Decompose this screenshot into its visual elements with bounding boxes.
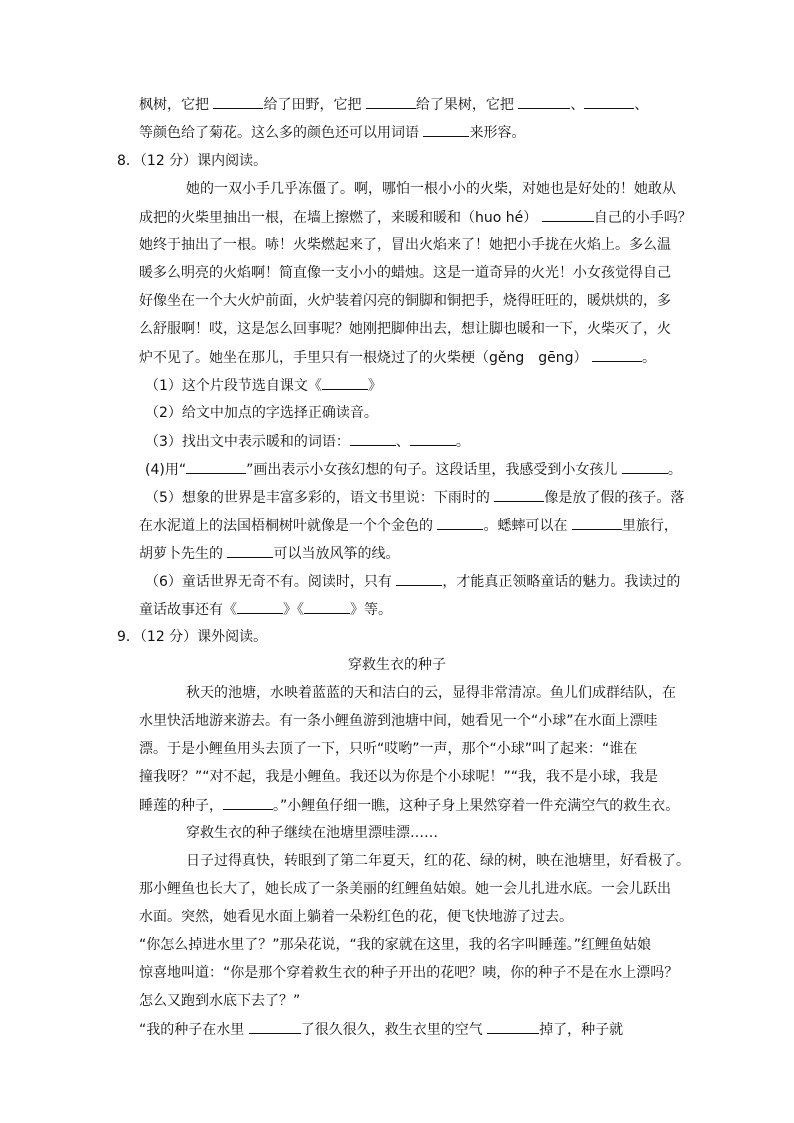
answer-blank[interactable] [223,795,273,810]
text-line: 童话故事还有《 》《 》等。 [139,599,679,620]
answer-blank[interactable] [237,599,283,614]
story-line: 秋天的池塘，水映着蓝蓝的天和洁白的云，显得非常清凉。鱼儿们成群结队，在 [186,685,676,701]
story-line: 睡莲的种子， 。”小鲤鱼仔细一瞧，这种子身上果然穿着一件充满空气的救生衣。 [139,795,679,816]
answer-blank[interactable] [249,1019,301,1034]
answer-blank[interactable] [584,94,634,109]
sub-question: （6）童话世界无奇不有。阅读时，只有 ，才能真正领略童话的魅力。我读过的 [145,571,685,592]
answer-blank[interactable] [227,543,273,558]
sub-question: （2）给文中加点的字选择正确读音。 [145,405,378,421]
answer-blank[interactable] [487,1019,539,1034]
story-title: 穿救生衣的种子 [348,657,446,673]
answer-blank[interactable] [542,207,594,222]
sub-question: （3）找出文中表示暖和的词语： 、 。 [145,431,685,452]
passage-line: 暖多么明亮的火焰啊！简直像一支小小的蜡烛。这是一道奇异的火光！小女孩觉得自己 [139,265,671,281]
answer-blank[interactable] [494,487,544,502]
answer-blank[interactable] [304,599,350,614]
passage-line: 她的一双小手几乎冻僵了。啊，哪怕一根小小的火柴，对她也是好处的！她敢从 [186,181,676,197]
answer-blank[interactable] [322,375,368,390]
answer-blank[interactable] [213,94,263,109]
answer-blank[interactable] [572,515,622,530]
story-line: 穿救生衣的种子继续在池塘里漂哇漂…… [186,825,438,841]
text-line: 等颜色给了菊花。这么多的颜色还可以用词语 来形容。 [139,122,679,143]
passage-line: 她终于抽出了一根。哧！火柴燃起来了，冒出火焰来了！她把小手拢在火焰上。多么温 [139,237,671,253]
story-line: 那小鲤鱼也长大了，她长成了一条美丽的红鲤鱼姑娘。她一会儿扎进水底。一会儿跃出 [139,881,671,897]
story-line: “你怎么掉进水里了？”那朵花说，“我的家就在这里，我的名字叫睡莲。”红鲤鱼姑娘 [139,937,652,953]
sub-question: (4)用“ ”画出表示小女孩幻想的句子。这段话里，我感受到小女孩儿 。 [145,459,685,480]
answer-blank[interactable] [423,122,469,137]
answer-blank[interactable] [366,94,416,109]
answer-blank[interactable] [622,459,668,474]
passage-line: 成把的火柴里抽出一根，在墙上擦燃了，来暖和暖和（huo hé） 自己的小手吗？ [139,207,679,228]
answer-blank[interactable] [396,571,442,586]
question-heading: 8．（12 分）课内阅读。 [117,153,268,169]
answer-blank[interactable] [592,347,642,362]
passage-line: 炉不见了。她坐在那儿，手里只有一根烧过了的火柴梗（gěng gēng） 。 [139,347,679,368]
story-line: 漂。于是小鲤鱼用头去顶了一下，只听“哎哟”一声，那个“小球”叫了起来：“谁在 [139,741,638,757]
answer-blank[interactable] [410,431,456,446]
answer-blank[interactable] [518,94,570,109]
answer-blank[interactable] [186,459,246,474]
story-line: 水里快活地游来游去。有一条小鲤鱼游到池塘中间，她看见一个“小球”在水面上漂哇 [139,713,658,729]
sub-question: （1）这个片段节选自课文《 》 [145,375,685,396]
text-line: 在水泥道上的法国梧桐树叶就像是一个个金色的 。蟋蟀可以在 里旅行， [139,515,679,536]
answer-blank[interactable] [437,515,483,530]
story-line: 日子过得真快，转眼到了第二年夏天，红的花、绿的树，映在池塘里，好看极了。 [186,853,690,869]
story-line: 怎么又跑到水底下去了？” [139,993,301,1009]
story-line: 惊喜地叫道：“你是那个穿着救生衣的种子开出的花吧？咦，你的种子不是在水上漂吗？ [139,965,679,981]
passage-line: 好像坐在一个大火炉前面，火炉装着闪亮的铜脚和铜把手，烧得旺旺的，暖烘烘的，多 [139,293,671,309]
question-heading: 9．（12 分）课外阅读。 [117,629,268,645]
text-line: 胡萝卜先生的 可以当放风筝的线。 [139,543,679,564]
story-line: 撞我呀？”“对不起，我是小鲤鱼。我还以为你是个小球呢！”“我，我不是小球，我是 [139,769,659,785]
passage-line: 么舒服啊！哎，这是怎么回事呢？她刚把脚伸出去，想让脚也暖和一下，火柴灭了，火 [139,321,671,337]
story-line: 水面。突然，她看见水面上躺着一朵粉红色的花，便飞快地游了过去。 [139,909,573,925]
story-line: “我的种子在水里 了很久很久，救生衣里的空气 掉了，种子就 [139,1019,679,1040]
text-line: 枫树，它把 给了田野，它把 给了果树，它把 、 、 [139,94,679,115]
sub-question: （5）想象的世界是丰富多彩的，语文书里说：下雨时的 像是放了假的孩子。落 [145,487,685,508]
answer-blank[interactable] [350,431,396,446]
